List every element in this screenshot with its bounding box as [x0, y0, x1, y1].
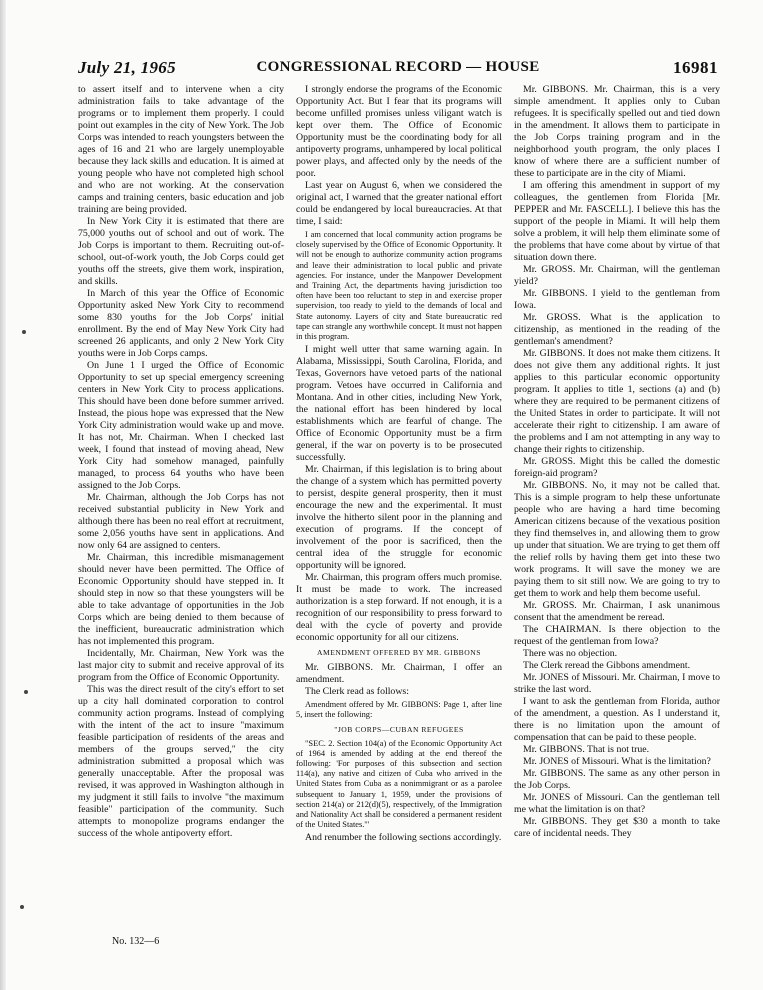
paragraph: The CHAIRMAN. Is there objection to the request of the gentleman from Iowa?	[514, 624, 720, 647]
paragraph: Mr. GIBBONS. The same as any other person in the Job Corps.	[514, 768, 720, 791]
paragraph: Mr. GROSS. Mr. Chairman, I ask unanimous consent that the amendment be reread.	[514, 600, 720, 623]
issue-date: July 21, 1965	[78, 58, 176, 77]
paragraph: In New York City it is estimated that there are 75,000 youths out of school and out of work. The Job Corps is important to them. Recruiting out-of-school, out-of-work youth, the Job Corps could get youths off the streets, give them work, inspiration, and skills.	[78, 216, 284, 287]
paragraph: I might well utter that same warning again. In Alabama, Mississippi, South Carolina, Florida, and Texas, Governors have vetoed parts of the national program. Vetoes have occurred in California and Montana. And in other cities, including New York, the national effort has been hindered by local establishments which are fearful of change. The Office of Economic Opportunity must be a firm general, if the war on poverty is to be prosecuted successfully.	[296, 344, 502, 464]
section-heading: "JOB CORPS—CUBAN REFUGEES	[334, 724, 464, 734]
issue-number: No. 132—6	[112, 936, 160, 947]
paragraph: I am offering this amendment in support of my colleagues, the gentlemen from Florida [Mr. PEPPER and Mr. FASCELL]. I believe this has the support of the people in Miami. It will help them solve a problem, it will help them eliminate some of the problems that have come about by virtue of that situation down there.	[514, 180, 720, 263]
paragraph: Mr. GROSS. Mr. Chairman, will the gentleman yield?	[514, 264, 720, 287]
paragraph: This was the direct result of the city's effort to set up a city hall dominated corporation to control community action programs. Instead of complying with the intent of the act to insure "maximum feasible participation of residents of the areas and members of the groups served," the city administration submitted a proposal which was generally unacceptable. After the proposal was revised, it was approved in Washington although in my judgment it still fails to involve "the maximum feasible" participation of the community. Such attempts to monopolize programs endanger the success of the whole antipoverty effort.	[78, 684, 284, 839]
paragraph: The Clerk read as follows:	[305, 686, 409, 698]
page-header	[78, 58, 718, 82]
paragraph: Mr. JONES of Missouri. What is the limitation?	[523, 756, 711, 767]
paragraph: Mr. GIBBONS. Mr. Chairman, this is a very simple amendment. It applies only to Cuban refugees. It is specifically spelled out and tied down in the amendment. It allows them to participate in the Job Corps training program and in the neighborhood youth program, the only places I know of where there are a sufficient number of these to participate are in the city of Miami.	[514, 84, 720, 179]
paragraph: Mr. GROSS. What is the application to citizenship, as mentioned in the reading of the gentleman's amendment?	[514, 312, 720, 347]
column-3	[514, 84, 720, 840]
paragraph: Mr. Chairman, if this legislation is to bring about the change of a system which has permitted poverty to persist, despite general prosperity, then it must encourage the new and the experimental. It must involve the hitherto silent poor in the planning and execution of programs. If the concept of involvement of the poor is sacrificed, then the central idea of the struggle for economic opportunity will be ignored.	[296, 464, 502, 572]
paragraph: Mr. GIBBONS. Mr. Chairman, I offer an amendment.	[296, 662, 502, 686]
paragraph: Mr. JONES of Missouri. Can the gentleman tell me what the limitation is on that?	[514, 792, 720, 815]
paragraph: Mr. Chairman, this program offers much promise. It must be made to work. The increased authorization is a step forward. If not enough, it is a recognition of our responsibility to press forward to deal with the cycle of poverty and provide economic opportunity for all our citizens.	[296, 572, 502, 644]
paragraph: In March of this year the Office of Economic Opportunity asked New York City to recommend some 830 youths for the Job Corps' initial enrollment. By the end of May New York City had screened 26 applicants, and only 2 New York City youths were in Job Corps camps.	[78, 288, 284, 359]
paragraph: There was no objection.	[523, 648, 618, 659]
paragraph: Mr. Chairman, this incredible mismanagement should never have been permitted. The Office of Economic Opportunity should have stepped in. It should step in now so that these youngsters will be able to take advantage of opportunities in the Job Corps which are being denied to them because of the inefficient, bureaucratic administration which has not implemented this program.	[78, 552, 284, 647]
paragraph: Mr. GIBBONS. It does not make them citizens. It does not give them any additional rights. It just applies to this particular economic opportunity program. It applies to title 1, sections (a) and (b) where they are required to be permanent citizens of the United States in order to participate. It will not accelerate their right to citizenship. I am aware of the problems and I am not attempting in any way to change their rights to citizenship.	[514, 348, 720, 455]
column-1	[78, 84, 284, 840]
margin-speck	[22, 330, 26, 334]
paragraph: Mr. GIBBONS. That is not true.	[523, 744, 650, 755]
paragraph: Last year on August 6, when we considered the original act, I warned that the greater national effort could be endangered by local bureaucracies. At that time, I said:	[296, 180, 502, 227]
paragraph: to assert itself and to intervene when a city administration fails to take advantage of the programs or to implement them properly. I could point out examples in the city of New York. The Job Corps was intended to reach youngsters between the ages of 16 and 21 who are largely unemployable because they lack skills and education. It is aimed at young people who have not completed high school and who are not working. At the conservation camps and training centers, basic education and job training are being provided.	[78, 84, 284, 215]
paragraph: Mr. Chairman, although the Job Corps has not received substantial publicity in New York and although there has been no real effort at recruitment, some 2,056 youths have sent in applications. And now only 64 are assigned to centers.	[78, 492, 284, 551]
quoted-paragraph: I am concerned that local community action programs be closely supervised by the Office of Economic Opportunity. It will not be enough to authorize community action programs and leave their administration to local public and private agencies. For instance, under the Manpower Development and Training Act, the departments having jurisdiction too often have been too reluctant to step in and exercise proper supervision, too ready to yield to the demands of local and State autonomy. Layers of city and State bureaucratic red tape can strangle any worthwhile concept. It must not happen in this program.	[296, 230, 502, 342]
margin-speck	[24, 690, 28, 694]
quoted-paragraph: Amendment offered by Mr. GIBBONS: Page 1, after line 5, insert the following:	[296, 700, 502, 720]
paragraph: The Clerk reread the Gibbons amendment.	[523, 660, 691, 671]
page-number: 16981	[673, 58, 718, 77]
paragraph: Mr. GIBBONS. They get $30 a month to take care of incidental needs. They	[514, 816, 720, 839]
paragraph: Mr. GIBBONS. No, it may not be called that. This is a simple program to help these unfortunate people who are having a hard time becoming American citizens because of the vexatious position they find themselves in, and allowing them to grow up under that situation. We are trying to get them off the relief rolls by having them get into these two work programs. It will save the money we are paying them to sit still now. We are going to try to get them to work and help them become useful.	[514, 480, 720, 599]
publication-title: CONGRESSIONAL RECORD — HOUSE	[256, 59, 540, 75]
quoted-paragraph: "SEC. 2. Section 104(a) of the Economic Opportunity Act of 1964 is amended by adding at the end thereof the following: 'For purposes of this subsection and section 114(a), any native and citizen of Cuba who arrived in the United States from Cuba as a nonimmigrant or as a parolee subsequent to January 1, 1959, under the provisions of section 214(a) or 212(d)(5), respectively, of the Immigration and Nationality Act shall be considered a permanent resident of the United States.'"	[296, 738, 502, 830]
paragraph: Mr. JONES of Missouri. Mr. Chairman, I move to strike the last word.	[514, 672, 720, 695]
paragraph: Incidentally, Mr. Chairman, New York was the last major city to submit and receive approval of its program from the Office of Economic Opportunity.	[78, 648, 284, 683]
binding-edge	[0, 0, 6, 990]
section-heading: AMENDMENT OFFERED BY MR. GIBBONS	[317, 648, 481, 658]
paragraph: Mr. GIBBONS. I yield to the gentleman from Iowa.	[514, 288, 720, 311]
paragraph: I want to ask the gentleman from Florida, author of the amendment, a question. As I understand it, there is no limitation upon the amount of compensation that can be paid to these people.	[514, 696, 720, 743]
margin-speck	[20, 905, 24, 909]
paragraph: On June 1 I urged the Office of Economic Opportunity to set up special emergency screening centers in New York City to process applications. This should have been done before summer arrived. Instead, the pious hope was expressed that the New York City administration would wake up and move. It has not, Mr. Chairman. When I checked last week, I found that instead of moving ahead, New York City had somehow managed, painfully managed, to process 64 youths who have been assigned to the Job Corps.	[78, 360, 284, 491]
paragraph: And renumber the following sections accordingly.	[305, 832, 502, 844]
paragraph: Mr. GROSS. Might this be called the domestic foreign-aid program?	[514, 456, 720, 479]
paragraph: I strongly endorse the programs of the Economic Opportunity Act. But I fear that its programs will become unfilled promises unless viligant watch is kept over them. The Office of Economic Opportunity must be the coordinating body for all antipoverty programs, unhampered by local political power plays, and affected only by the needs of the poor.	[296, 84, 502, 179]
column-2	[296, 84, 502, 844]
